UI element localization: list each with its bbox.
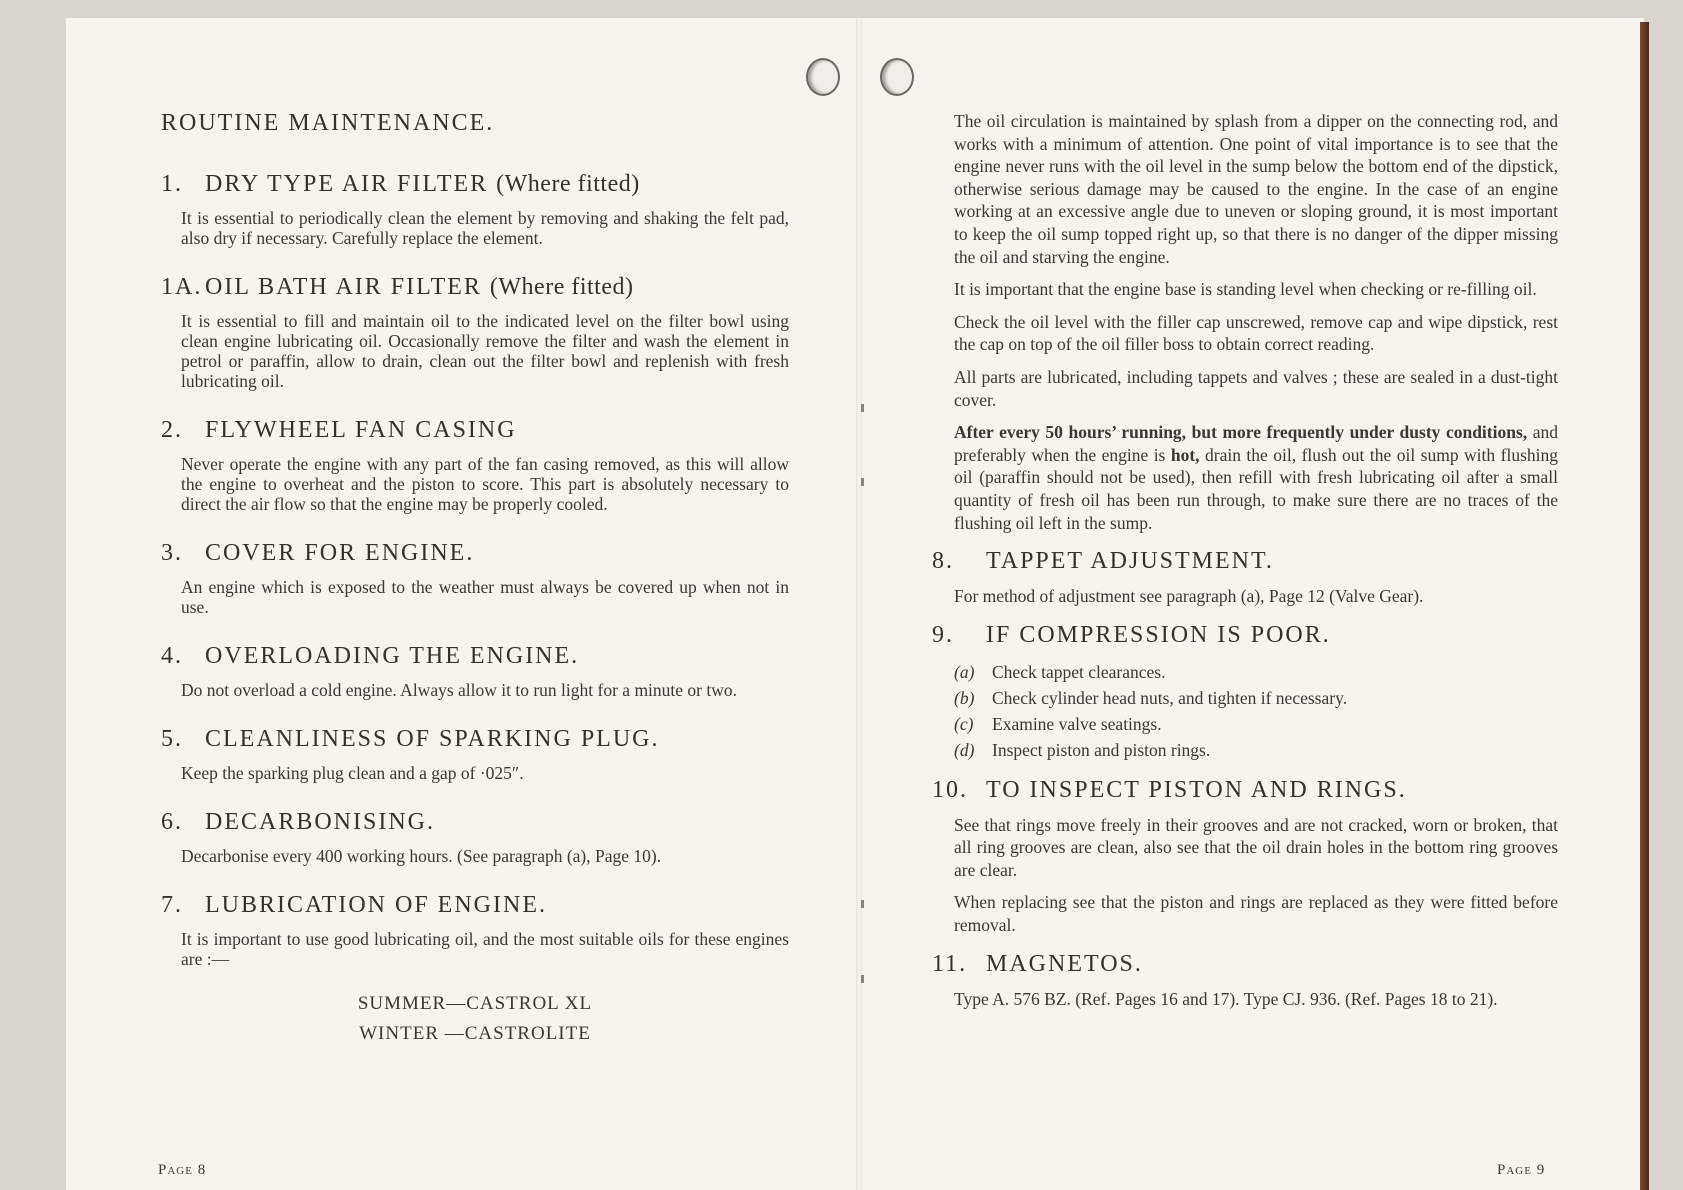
section-heading: 8. TAPPET ADJUSTMENT. — [932, 548, 1274, 575]
section-text: Type A. 576 BZ. (Ref. Pages 16 and 17). Type CJ. 936. (Ref. Pages 18 to 21). — [954, 988, 1498, 1009]
section-oil-bath-air-filter — [161, 274, 789, 391]
section-dry-air-filter — [161, 171, 789, 248]
section-decarbonising — [161, 809, 789, 866]
paragraph: The oil circulation is maintained by splash from a dipper on the connecting rod, and works with a minimum of attention. One point of vital importance is to see that the engine never runs with the oil level in the sump below the bottom end of the dipstick, otherwise serious damage may be caused to the engine. In the case of an engine working at an excessive angle due to uneven or sloping ground, it is most important to keep the oil sump topped right up, so that there is no danger of the dipper missing the oil and starving the engine. — [954, 111, 1558, 267]
spine-mark — [861, 404, 864, 412]
list-item: (b) Check cylinder head nuts, and tighten if necessary. — [954, 687, 1348, 708]
spine-mark — [861, 478, 864, 486]
oil-change-paragraph: After every 50 hours’ running, but more frequently under dusty conditions, and preferably when the engine is hot, drain the oil, flush out the oil sump with flushing oil (paraffin should not be used), then refill with fresh lubricating oil after a small quantity of fresh oil has been run through, to make sure there are no traces of the flushing oil left in the sump. — [954, 422, 1558, 533]
list-item: (c) Examine valve seatings. — [954, 713, 1162, 734]
section-text: It is important to use good lubricating oil, and the most suitable oils for these engines are :— — [181, 929, 789, 969]
section-heading: 1A. OIL BATH AIR FILTER (Where fitted) — [161, 274, 634, 300]
section-text: Do not overload a cold engine. Always allow it to run light for a minute or two. — [181, 680, 738, 700]
section-heading: 11. MAGNETOS. — [932, 950, 1143, 977]
spine-mark — [861, 975, 864, 983]
section-heading: 10. TO INSPECT PISTON AND RINGS. — [932, 776, 1407, 803]
page-number-left: Page 8 — [158, 1162, 207, 1178]
page-title: ROUTINE MAINTENANCE. — [161, 110, 495, 136]
section-magnetos — [932, 951, 1558, 1011]
section-text: It is essential to periodically clean the element by removing and shaking the felt pad, also dry if necessary. Carefully replace the element. — [181, 208, 789, 248]
oil-summer: SUMMER—CASTROL XL — [357, 993, 593, 1014]
section-overloading — [161, 643, 789, 700]
right-page — [932, 110, 1558, 1020]
section-compression — [932, 622, 1558, 763]
oil-list — [161, 989, 789, 1049]
section-heading: 2. FLYWHEEL FAN CASING — [161, 417, 517, 443]
section-cover-for-engine — [161, 540, 789, 617]
page-number-right: Page 9 — [1497, 1162, 1546, 1178]
section-heading: 4. OVERLOADING THE ENGINE. — [161, 643, 580, 669]
left-page — [161, 110, 789, 1075]
section-tappet-adjustment — [932, 548, 1558, 608]
section-text: It is essential to fill and maintain oil to the indicated level on the filter bowl using clean engine lubricating oil. Occasionally remove the filter and wash the element in petrol or paraffin, allow to drain, clean out the filter bowl and replenish with fresh lubricating oil. — [181, 311, 789, 391]
paragraph: All parts are lubricated, including tappets and valves ; these are sealed in a dust-tight cover. — [954, 366, 1558, 410]
section-text: Keep the sparking plug clean and a gap of ·025″. — [181, 763, 524, 783]
section-heading: 5. CLEANLINESS OF SPARKING PLUG. — [161, 726, 660, 752]
section-heading: 1. DRY TYPE AIR FILTER (Where fitted) — [161, 171, 640, 197]
paragraph: It is important that the engine base is standing level when checking or re-filling oil. — [954, 279, 1537, 300]
cover-edge — [1640, 22, 1649, 1190]
section-text: When replacing see that the piston and rings are replaced as they were fitted before removal. — [954, 892, 1558, 936]
section-heading: 9. IF COMPRESSION IS POOR. — [932, 621, 1331, 648]
binding-hole-right — [880, 58, 914, 96]
oil-winter: WINTER —CASTROLITE — [359, 1023, 591, 1044]
spine-mark — [861, 900, 864, 908]
section-text: An engine which is exposed to the weather must always be covered up when not in use. — [181, 577, 789, 617]
list-item: (d) Inspect piston and piston rings. — [954, 739, 1211, 760]
section-lubrication — [161, 892, 789, 1049]
paragraph: Check the oil level with the filler cap unscrewed, remove cap and wipe dipstick, rest the cap on top of the oil filler boss to obtain correct reading. — [954, 311, 1558, 355]
section-sparking-plug — [161, 726, 789, 783]
section-flywheel-fan-casing — [161, 417, 789, 514]
section-heading: 3. COVER FOR ENGINE. — [161, 540, 475, 566]
section-text: See that rings move freely in their grooves and are not cracked, worn or broken, that all ring grooves are clean, also see that the oil drain holes in the bottom ring grooves are clear. — [954, 814, 1558, 880]
booklet-spine — [856, 18, 862, 1190]
section-heading: 6. DECARBONISING. — [161, 809, 436, 835]
section-piston-rings — [932, 777, 1558, 937]
binding-hole-left — [806, 58, 840, 96]
compression-checklist — [954, 659, 1558, 763]
list-item: (a) Check tappet clearances. — [954, 661, 1166, 682]
section-heading: 7. LUBRICATION OF ENGINE. — [161, 892, 547, 918]
section-text: Decarbonise every 400 working hours. (See paragraph (a), Page 10). — [181, 846, 662, 866]
section-text: Never operate the engine with any part of the fan casing removed, as this will allow the engine to overheat and the piston to score. This part is absolutely necessary to direct the air flow so that the engine may be properly cooled. — [181, 454, 789, 514]
section-text: For method of adjustment see paragraph (a), Page 12 (Valve Gear). — [954, 586, 1424, 607]
